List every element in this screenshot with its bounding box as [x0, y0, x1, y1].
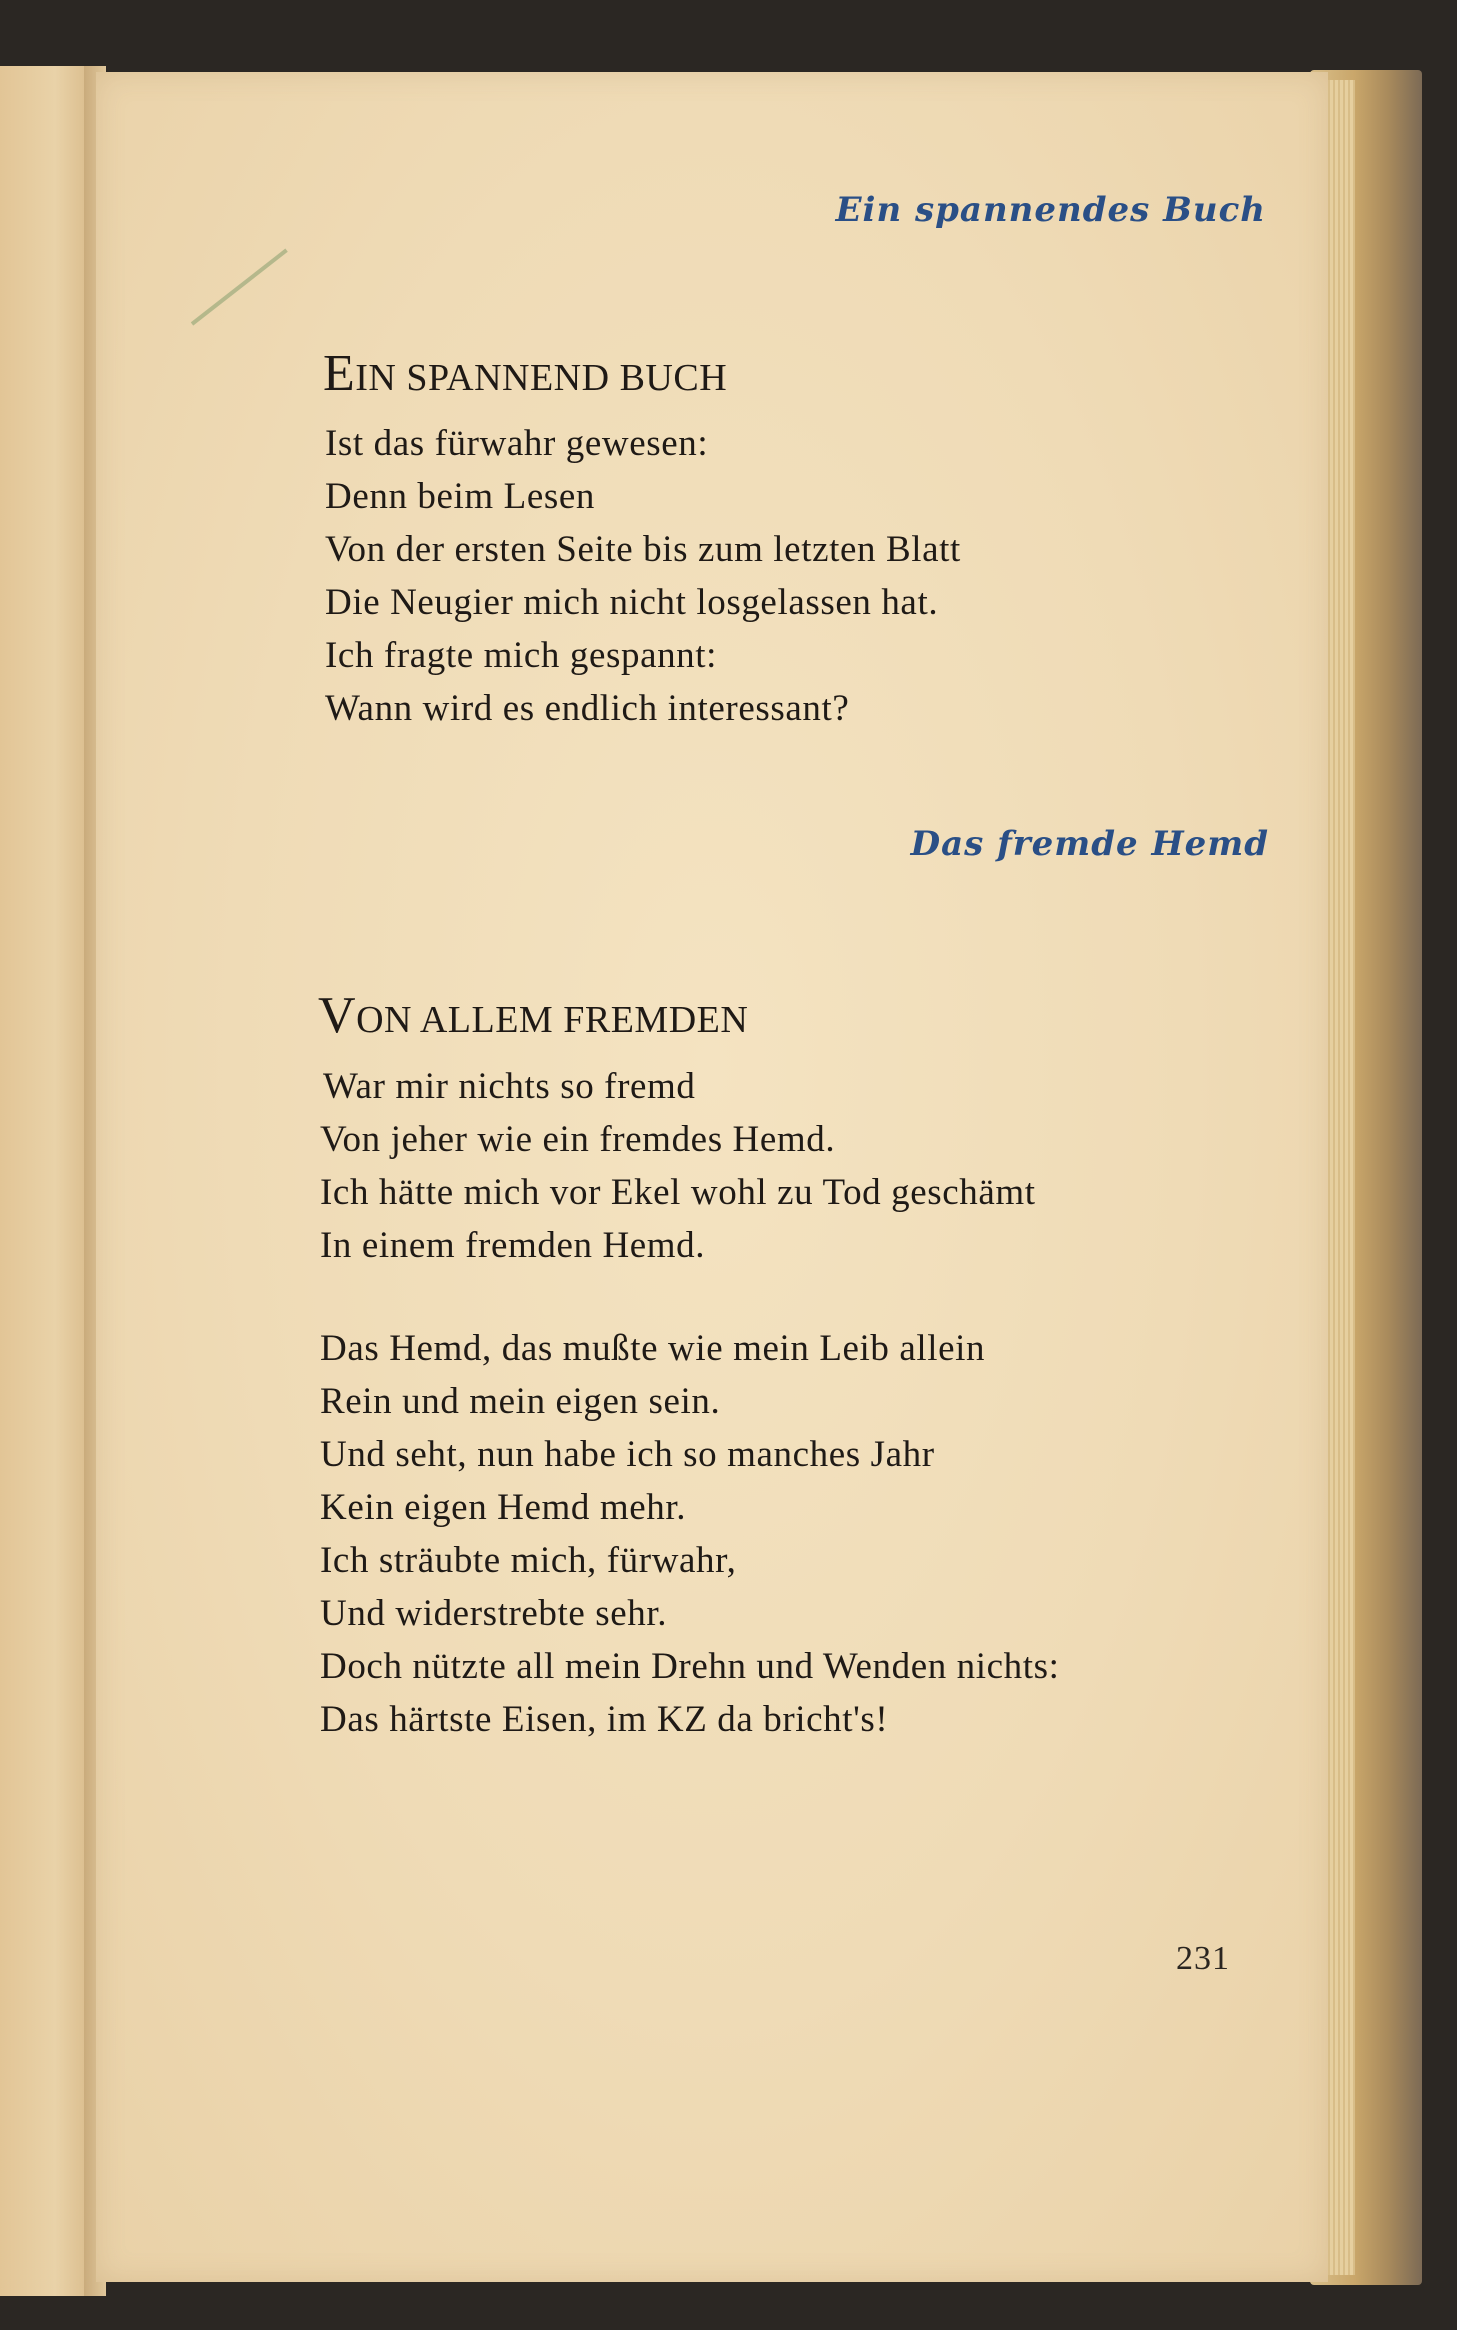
left-page-edge: [0, 66, 92, 2296]
poem-2-line: Kein eigen Hemd mehr.: [320, 1487, 687, 1528]
poem-2-initial: V: [318, 987, 357, 1044]
poem-2-line: Ich hätte mich vor Ekel wohl zu Tod geschämt: [320, 1172, 1036, 1213]
page-stack: [1325, 80, 1355, 2275]
poem-2-first-line: [318, 986, 748, 1045]
poem-2-line: Das härtste Eisen, im KZ da bricht's!: [320, 1699, 889, 1740]
poem-2-line: Ich sträubte mich, fürwahr,: [320, 1540, 737, 1581]
poem-1-first-line: [323, 344, 727, 403]
poem-2-line: War mir nichts so fremd: [323, 1066, 696, 1107]
poem-2-line: Das Hemd, das mußte wie mein Leib allein: [320, 1328, 986, 1369]
poem-2-line: Und widerstrebte sehr.: [320, 1593, 668, 1634]
poem-1-line: Die Neugier mich nicht losgelassen hat.: [325, 582, 939, 623]
running-header-2: Das fremde Hemd: [910, 824, 1269, 864]
poem-2-title-rest: ON ALLEM FREMDEN: [356, 999, 749, 1041]
poem-2-line: Und seht, nun habe ich so manches Jahr: [320, 1434, 935, 1475]
poem-1-line: Von der ersten Seite bis zum letzten Blatt: [325, 529, 961, 570]
poem-2-line: Rein und mein eigen sein.: [320, 1381, 721, 1422]
poem-1-line: Ist das fürwahr gewesen:: [325, 423, 709, 464]
pencil-mark: [191, 249, 288, 326]
poem-2-line: In einem fremden Hemd.: [320, 1225, 706, 1266]
book-page: [96, 72, 1328, 2282]
poem-2-line: Doch nützte all mein Drehn und Wenden nichts:: [320, 1646, 1060, 1687]
poem-1-line: Wann wird es endlich interessant?: [325, 688, 850, 729]
page-number: 231: [1176, 1940, 1230, 1977]
poem-1-title-rest: IN SPANNEND BUCH: [355, 357, 728, 399]
running-header-1: Ein spannendes Buch: [835, 190, 1266, 230]
poem-1-line: Denn beim Lesen: [325, 476, 595, 517]
poem-2-line: Von jeher wie ein fremdes Hemd.: [320, 1119, 836, 1160]
poem-1-initial: E: [323, 345, 356, 402]
poem-1-line: Ich fragte mich gespannt:: [325, 635, 718, 676]
